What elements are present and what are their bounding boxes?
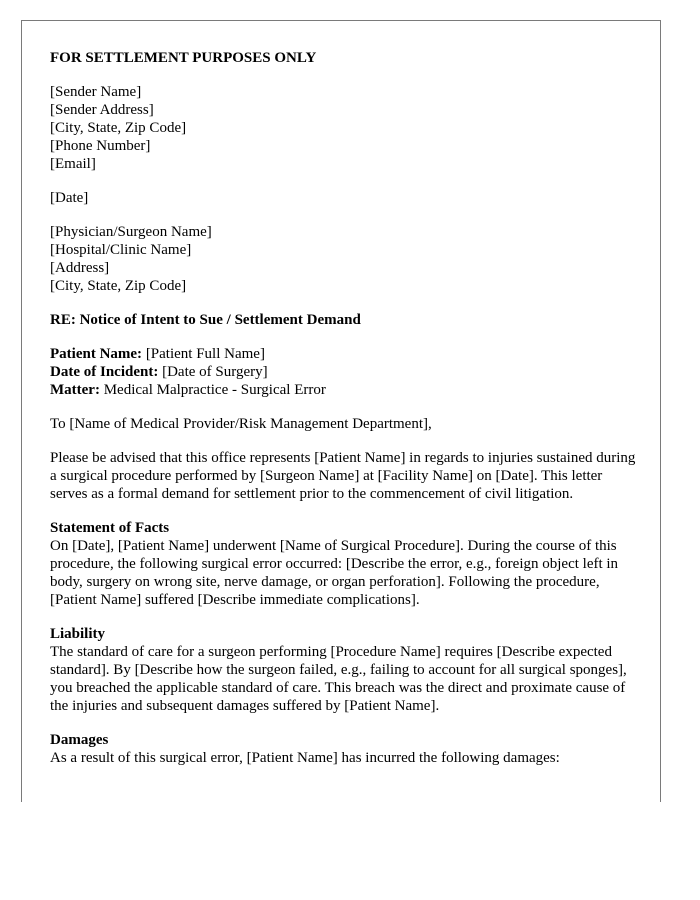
recipient-city-state-zip: [City, State, Zip Code]: [50, 278, 187, 294]
recipient-address: [Address]: [50, 260, 110, 276]
sender-block: [50, 83, 640, 173]
sender-phone: [Phone Number]: [50, 138, 151, 154]
recipient-name: [Physician/Surgeon Name]: [50, 224, 212, 240]
section-title: Damages: [50, 732, 109, 748]
section-body: The standard of care for a surgeon performing [Procedure Name] requires [Describe expected standard]. By [Describe how the surgeon failed, e.g., failing to account for all surgical sponges], you breached the applicable standard of care. This breach was the direct and proximate cause of the injuries and subsequent damages suffered by [Patient Name].: [50, 644, 627, 714]
sender-address: [Sender Address]: [50, 102, 154, 118]
letter-date: [Date]: [50, 190, 89, 206]
matter-row: [50, 381, 640, 399]
sender-email: [Email]: [50, 156, 96, 172]
intro-paragraph: Please be advised that this office represents [Patient Name] in regards to injuries sustained during a surgical procedure performed by [Surgeon Name] at [Facility Name] on [Date]. This letter serves as a formal demand for settlement prior to the commencement of civil litigation.: [50, 450, 636, 502]
letter-page: [21, 20, 661, 802]
section-liability: [50, 625, 640, 715]
section-body: As a result of this surgical error, [Patient Name] has incurred the following damages:: [50, 750, 560, 766]
section-body: On [Date], [Patient Name] underwent [Name of Surgical Procedure]. During the course of this procedure, the following surgical error occurred: [Describe the error, e.g., foreign object left in body, surgery on wrong site, nerve damage, or organ perforation]. Following the procedure, [Patient Name] suffered [Describe immediate complications].: [50, 538, 619, 608]
section-title: Liability: [50, 626, 106, 642]
incident-date-label: Date of Incident:: [50, 364, 159, 380]
matter-label: Matter:: [50, 382, 100, 398]
section-statement-of-facts: [50, 519, 640, 609]
letter-title: FOR SETTLEMENT PURPOSES ONLY: [50, 50, 317, 66]
salutation: To [Name of Medical Provider/Risk Management Department],: [50, 416, 432, 432]
section-damages: [50, 731, 640, 767]
patient-name-value: [Patient Full Name]: [142, 346, 265, 362]
recipient-facility: [Hospital/Clinic Name]: [50, 242, 192, 258]
section-title: Statement of Facts: [50, 520, 170, 536]
case-details: [50, 345, 640, 399]
patient-name-label: Patient Name:: [50, 346, 143, 362]
recipient-block: [50, 223, 640, 295]
re-line: RE: Notice of Intent to Sue / Settlement Demand: [50, 312, 361, 328]
matter-value: Medical Malpractice - Surgical Error: [99, 382, 326, 398]
sender-name: [Sender Name]: [50, 84, 142, 100]
patient-name-row: [50, 345, 640, 363]
letter-content: [50, 49, 640, 783]
incident-date-row: [50, 363, 640, 381]
incident-date-value: [Date of Surgery]: [158, 364, 268, 380]
sender-city-state-zip: [City, State, Zip Code]: [50, 120, 187, 136]
